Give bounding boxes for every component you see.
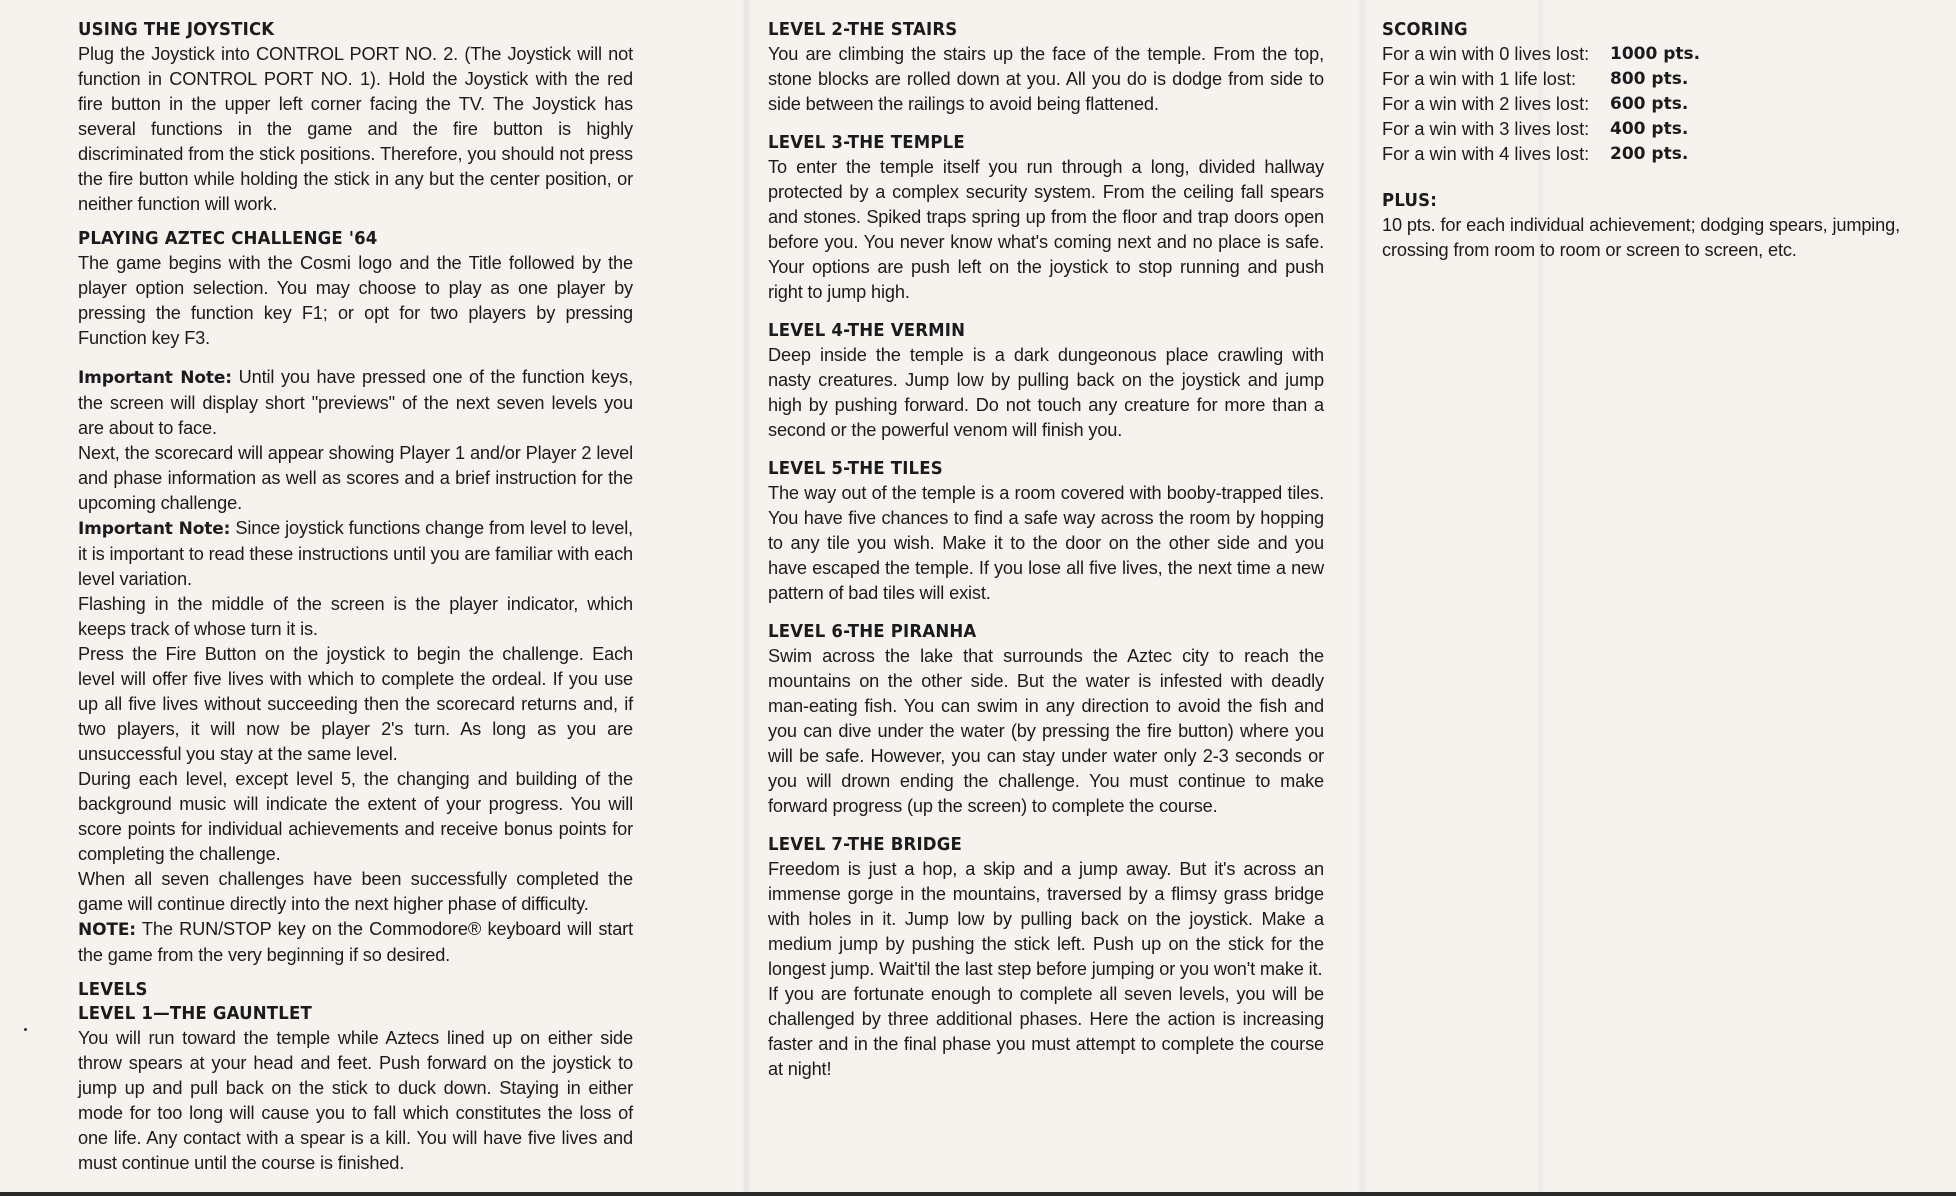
scoring-heading: SCORING xyxy=(1382,19,1468,40)
column-left xyxy=(78,18,633,1176)
level7-text: Freedom is just a hop, a skip and a jump away. But it's across an immense gorge in the mountains, traversed by a flimsy grass bridge with holes in it. Jump low by pulling back on the joystick. Make a medium jump by pushing the stick left. Push up on the stick for the longest jump. Wait'til the last step before jumping or you won't make it. xyxy=(768,859,1324,979)
level7-heading: LEVEL 7-THE BRIDGE xyxy=(768,834,963,855)
flashing-text: Flashing in the middle of the screen is the player indicator, which keeps track of whose turn it is. xyxy=(78,594,633,639)
important-note-1-text: Until you have pressed one of the function keys, the screen will display short "previews" of the next seven levels you are about to face. xyxy=(78,367,633,438)
level5-heading: LEVEL 5-THE TILES xyxy=(768,458,943,479)
score-points: 600 pts. xyxy=(1610,94,1689,114)
level3-text: To enter the temple itself you run through a long, divided hallway protected by a complex security system. From the ceiling fall spears and stones. Spiked traps spring up from the floor and trap doors open before you. You never know what's coming next and no place is safe. Your options are push left on the joystick to stop running and push right to jump high. xyxy=(768,157,1324,302)
playing-text: The game begins with the Cosmi logo and the Title followed by the player option selection. You may choose to play as one player by pressing the function key F1; or opt for two players by pressing Function key F3. xyxy=(78,253,633,348)
score-row xyxy=(1382,67,1942,92)
during-level-text: During each level, except level 5, the changing and building of the background music will indicate the extent of your progress. You will score points for individual achievements and receive bonus points for completing the challenge. xyxy=(78,769,633,864)
score-label: For a win with 2 lives lost: xyxy=(1382,94,1590,114)
score-label: For a win with 4 lives lost: xyxy=(1382,144,1590,164)
level4-heading: LEVEL 4-THE VERMIN xyxy=(768,320,966,341)
score-row xyxy=(1382,42,1942,67)
score-row xyxy=(1382,117,1942,142)
stray-mark xyxy=(24,1028,27,1031)
level4-text: Deep inside the temple is a dark dungeonous place crawling with nasty creatures. Jump low by pulling back on the joystick and jump high by pushing forward. Do not touch any creature for more than a second or the powerful venom will finish you. xyxy=(768,345,1324,440)
score-points: 200 pts. xyxy=(1610,144,1689,164)
playing-heading: PLAYING AZTEC CHALLENGE '64 xyxy=(78,228,378,249)
level1-heading: LEVEL 1—THE GAUNTLET xyxy=(78,1003,312,1024)
page-edge xyxy=(0,1192,1956,1196)
scoring-list xyxy=(1382,42,1942,167)
level2-text: You are climbing the stairs up the face of the temple. From the top, stone blocks are rolled down at you. All you do is dodge from side to side between the railings to avoid being flattened. xyxy=(768,44,1324,114)
level3-heading: LEVEL 3-THE TEMPLE xyxy=(768,132,965,153)
run-stop-note-label: NOTE: xyxy=(78,920,136,940)
column-middle xyxy=(768,18,1324,1082)
score-label: For a win with 1 life lost: xyxy=(1382,69,1577,89)
plus-heading: PLUS: xyxy=(1382,190,1438,211)
score-points: 800 pts. xyxy=(1610,69,1689,89)
level5-text: The way out of the temple is a room covered with booby-trapped tiles. You have five chances to find a safe way across the room by hopping to any tile you wish. Make it to the door on the other side and you have escaped the temple. If you lose all five lives, the next time a new pattern of bad tiles will exist. xyxy=(768,483,1324,603)
level6-text: Swim across the lake that surrounds the Aztec city to reach the mountains on the other side. But the water is infested with deadly man-eating fish. You can swim in any direction to avoid the fish and you can dive under the water (by pressing the fire button) where you will be safe. However, you can stay under water only 2-3 seconds or you will drown ending the challenge. You must continue to make forward progress (up the screen) to complete the course. xyxy=(768,646,1324,816)
score-label: For a win with 0 lives lost: xyxy=(1382,44,1590,64)
run-stop-note xyxy=(78,917,633,968)
column-right xyxy=(1382,18,1942,263)
important-note-1-label: Important Note: xyxy=(78,368,232,388)
important-note-2-label: Important Note: xyxy=(78,519,231,539)
joystick-text: Plug the Joystick into CONTROL PORT NO. 2. (The Joystick will not function in CONTROL PORT NO. 1). Hold the Joystick with the red fire button in the upper left corner facing the TV. The Joystick has several functions in the game and the fire button is highly discriminated from the stick positions. Therefore, you should not press the fire button while holding the stick in any but the center position, or neither function will work. xyxy=(78,44,633,214)
score-row xyxy=(1382,92,1942,117)
level1-text: You will run toward the temple while Aztecs lined up on either side throw spears at your head and feet. Push forward on the joystick to jump up and pull back on the stick to duck down. Staying in either mode for too long will cause you to fall which constitutes the loss of one life. Any contact with a spear is a kill. You will have five lives and must continue until the course is finished. xyxy=(78,1028,633,1173)
press-fire-text: Press the Fire Button on the joystick to begin the challenge. Each level will offer five lives with which to complete the ordeal. If you use up all five lives without succeeding then the scorecard returns and, if two players, it will now be player 2's turn. As long as you are unsuccessful you stay at the same level. xyxy=(78,644,633,764)
level2-heading: LEVEL 2-THE STAIRS xyxy=(768,19,958,40)
fortunate-text: If you are fortunate enough to complete all seven levels, you will be challenged by three additional phases. Here the action is increasing faster and in the final phase you must attempt to complete the course at night! xyxy=(768,984,1324,1079)
scorecard-text: Next, the scorecard will appear showing Player 1 and/or Player 2 level and phase information as well as scores and a brief instruction for the upcoming challenge. xyxy=(78,443,633,513)
score-label: For a win with 3 lives lost: xyxy=(1382,119,1590,139)
level6-heading: LEVEL 6-THE PIRANHA xyxy=(768,621,977,642)
joystick-heading: USING THE JOYSTICK xyxy=(78,19,275,40)
when-complete-text: When all seven challenges have been successfully completed the game will continue directly into the next higher phase of difficulty. xyxy=(78,869,633,914)
levels-heading: LEVELS xyxy=(78,979,148,1000)
score-row xyxy=(1382,142,1942,167)
score-points: 1000 pts. xyxy=(1610,44,1701,64)
run-stop-note-text: The RUN/STOP key on the Commodore® keyboard will start the game from the very beginning if so desired. xyxy=(78,919,633,965)
important-note-2 xyxy=(78,516,633,592)
plus-text: 10 pts. for each individual achievement; dodging spears, jumping, crossing from room to room or screen to screen, etc. xyxy=(1382,215,1901,260)
important-note-2-text: Since joystick functions change from level to level, it is important to read these instructions until you are familiar with each level variation. xyxy=(78,518,633,589)
important-note-1 xyxy=(78,365,633,441)
score-points: 400 pts. xyxy=(1610,119,1689,139)
